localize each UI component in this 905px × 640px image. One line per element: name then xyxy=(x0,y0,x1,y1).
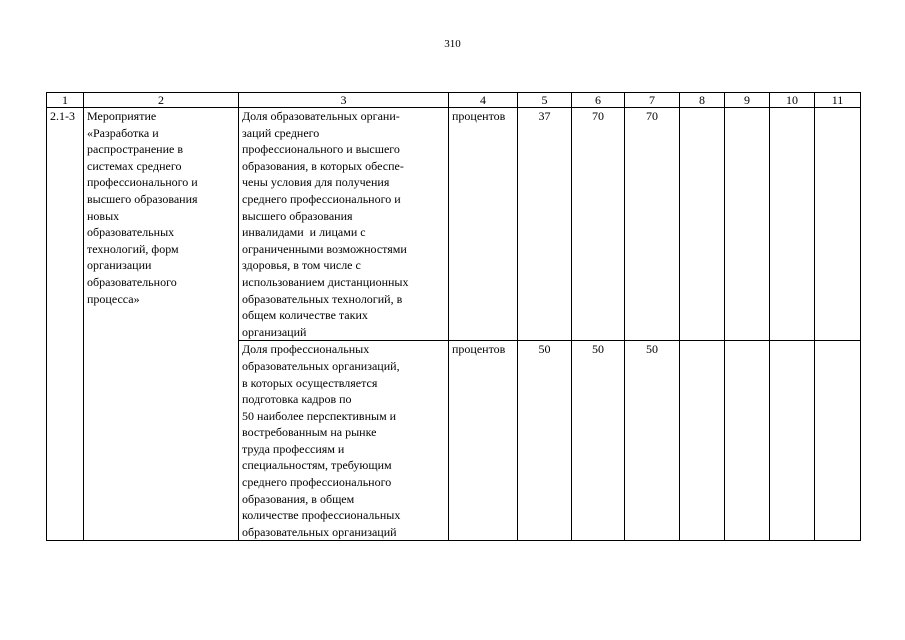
unit-cell: процентов xyxy=(449,341,518,541)
value-cell: 50 xyxy=(572,341,625,541)
value-cell: 70 xyxy=(625,108,680,341)
value-cell xyxy=(815,341,861,541)
column-number-header: 10 xyxy=(770,93,815,108)
value-cell xyxy=(725,108,770,341)
value-cell: 70 xyxy=(572,108,625,341)
indicator-text-cell: Доля образовательных органи- заций среднего профессионального и высшего образования, в которых обеспе- чены условия для получения среднего профессионального и высшего образования инвалидами и лицами с ограниченными возможностями здоровья, в том числе с использованием дистанционных образовательных технологий, в общем количестве таких организаций xyxy=(239,108,449,341)
column-number-header: 4 xyxy=(449,93,518,108)
column-number-header: 2 xyxy=(84,93,239,108)
value-cell xyxy=(680,108,725,341)
value-cell: 50 xyxy=(625,341,680,541)
indicator-text-cell: Доля профессиональных образовательных организаций, в которых осуществляется подготовка кадров по 50 наиболее перспективным и востребованным на рынке труда профессиям и специальностям, требующим среднего профессионального образования, в общем количестве профессиональных образовательных организаций xyxy=(239,341,449,541)
value-cell xyxy=(815,108,861,341)
column-number-header: 7 xyxy=(625,93,680,108)
value-cell xyxy=(725,341,770,541)
table-row xyxy=(47,108,861,341)
page-number: 310 xyxy=(444,38,461,50)
column-number-header: 8 xyxy=(680,93,725,108)
row-code-cell: 2.1-3 xyxy=(47,108,84,541)
table-header-row xyxy=(47,93,861,108)
column-number-header: 9 xyxy=(725,93,770,108)
unit-cell: процентов xyxy=(449,108,518,341)
column-number-header: 6 xyxy=(572,93,625,108)
column-number-header: 3 xyxy=(239,93,449,108)
column-number-header: 5 xyxy=(518,93,572,108)
value-cell xyxy=(680,341,725,541)
event-name-cell: Мероприятие «Разработка и распространение в системах среднего профессионального и высшего образования новых образовательных технологий, форм организации образовательного процесса» xyxy=(84,108,239,541)
value-cell: 50 xyxy=(518,341,572,541)
indicators-table xyxy=(46,92,861,541)
value-cell: 37 xyxy=(518,108,572,341)
value-cell xyxy=(770,108,815,341)
column-number-header: 11 xyxy=(815,93,861,108)
column-number-header: 1 xyxy=(47,93,84,108)
value-cell xyxy=(770,341,815,541)
